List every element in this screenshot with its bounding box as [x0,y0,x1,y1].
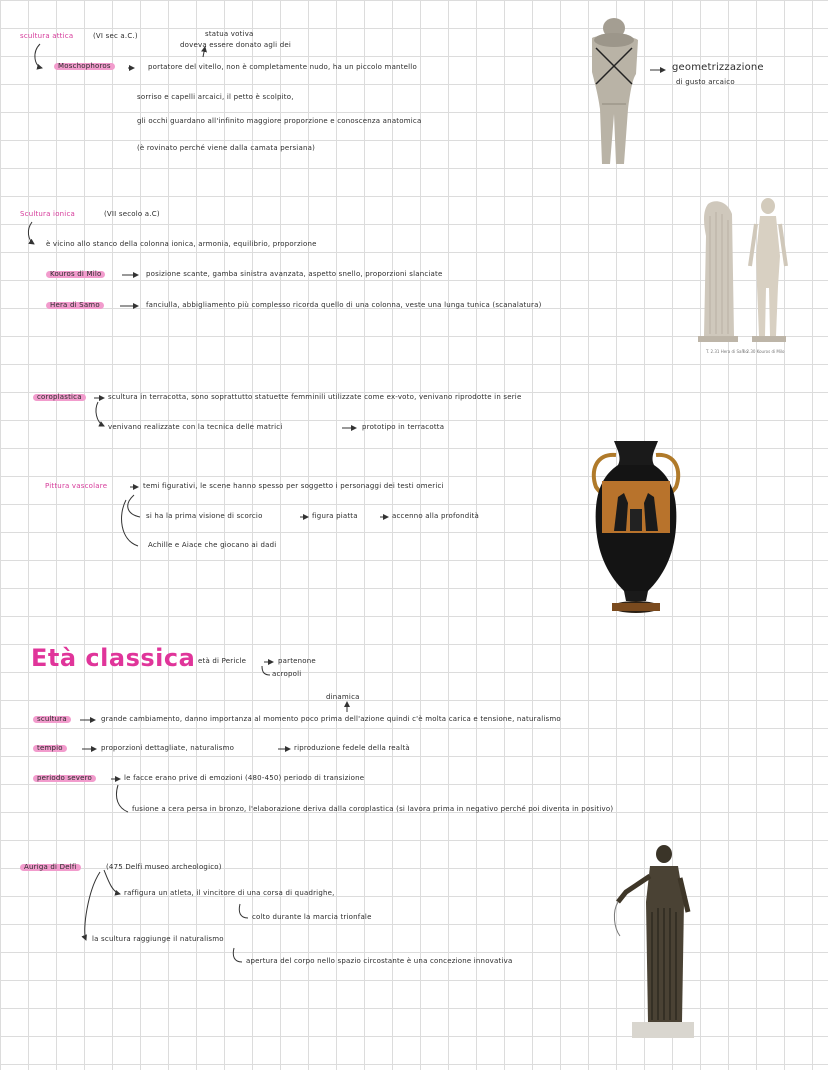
moschophoros-label: Moschophoros [54,63,115,70]
pittura-line-2: si ha la prima visione di scorcio [146,512,263,520]
coroplastica-line-2: venivano realizzate con la tecnica delle matrici [108,423,283,431]
kouros-caption: T. 2.30 Kouros di Milo [742,349,785,354]
hera-text: fanciulla, abbigliamento più complesso ricorda quello di una colonna, veste una lunga tunica (scanalatura) [146,301,542,309]
geometrizzazione-note: geometrizzazione [672,62,764,73]
statua-votiva-note: statua votiva [205,30,254,38]
hera-caption: T. 2.31 Hera di Samo [706,349,748,354]
pittura-profondita: accenno alla profondità [392,512,480,520]
severo-text: le facce erano prive di emozioni (480-450) periodo di transizione [124,774,365,782]
tempio-text-2: riproduzione fedele della realtà [294,744,410,752]
auriga-date: (475 Delfi museo archeologico) [106,863,222,871]
dinamica-note: dinamica [326,693,360,701]
auriga-line-3: la scultura raggiunge il naturalismo [92,935,224,943]
kouros-label: Kouros di Milo [46,271,105,278]
auriga-label: Auriga di Delfi [20,864,81,871]
scultura-text: grande cambiamento, danno importanza al momento poco prima dell'azione quindi c'è molta carica e tensione, naturalismo [101,715,561,723]
coroplastica-line-1: scultura in terracotta, sono soprattutto statuette femminili utilizzate come ex-voto, venivano riprodotte in serie [108,393,522,401]
doveva-note: doveva essere donato agli dei [180,41,292,49]
tempio-text: proporzioni dettagliate, naturalismo [101,744,235,752]
pittura-figura-piatta: figura piatta [312,512,358,520]
auriga-statue-image [606,842,704,1042]
pittura-label: Pittura vascolare [45,482,108,490]
pericle-note: età di Pericle [198,657,247,665]
kouros-text: posizione scante, gamba sinistra avanzata, aspetto snello, proporzioni slanciate [146,270,443,278]
moschophoros-statue-image [578,14,650,166]
partenone-note: partenone [278,657,316,665]
attica-title: scultura attica [20,32,74,40]
classica-title: Età classica [31,644,196,672]
ionic-statues-image [694,196,794,344]
acropoli-note: acropoli [272,670,302,678]
ionic-line-1: è vicino allo stanco della colonna ionica, armonia, equilibrio, proporzione [46,240,317,248]
fusione-text: fusione a cera persa in bronzo, l'elaborazione deriva dalla coroplastica (si lavora prima in negativo perché poi diventa in positivo) [132,805,614,813]
severo-label: periodo severo [33,775,96,782]
coroplastica-label: coroplastica [33,394,86,401]
archaic-line-3: gli occhi guardano all'infinito maggiore proporzione e conoscenza anatomica [137,117,422,125]
amphora-image [588,437,684,621]
gusto-arcaico-note: di gusto arcaico [676,78,735,86]
auriga-line-1: raffigura un atleta, il vincitore di una corsa di quadrighe, [124,889,335,897]
archaic-line-1: portatore del vitello, non è completamente nudo, ha un piccolo mantello [148,63,417,71]
coroplastica-prototipo: prototipo in terracotta [362,423,445,431]
ionic-date: (VII secolo a.C) [104,210,160,218]
auriga-line-2: colto durante la marcia trionfale [252,913,372,921]
pittura-line-3: Achille e Aiace che giocano ai dadi [148,541,277,549]
auriga-line-4: apertura del corpo nello spazio circostante è una concezione innovativa [246,957,513,965]
archaic-line-4: (è rovinato perché viene dalla camata persiana) [137,144,315,152]
scultura-label: scultura [33,716,71,723]
archaic-line-2: sorriso e capelli arcaici, il petto è scolpito, [137,93,294,101]
pittura-line-1: temi figurativi, le scene hanno spesso per soggetto i personaggi dei testi omerici [143,482,444,490]
tempio-label: tempio [33,745,67,752]
hera-label: Hera di Samo [46,302,104,309]
attica-date: (VI sec a.C.) [93,32,138,40]
ionic-title: Scultura ionica [20,210,75,218]
